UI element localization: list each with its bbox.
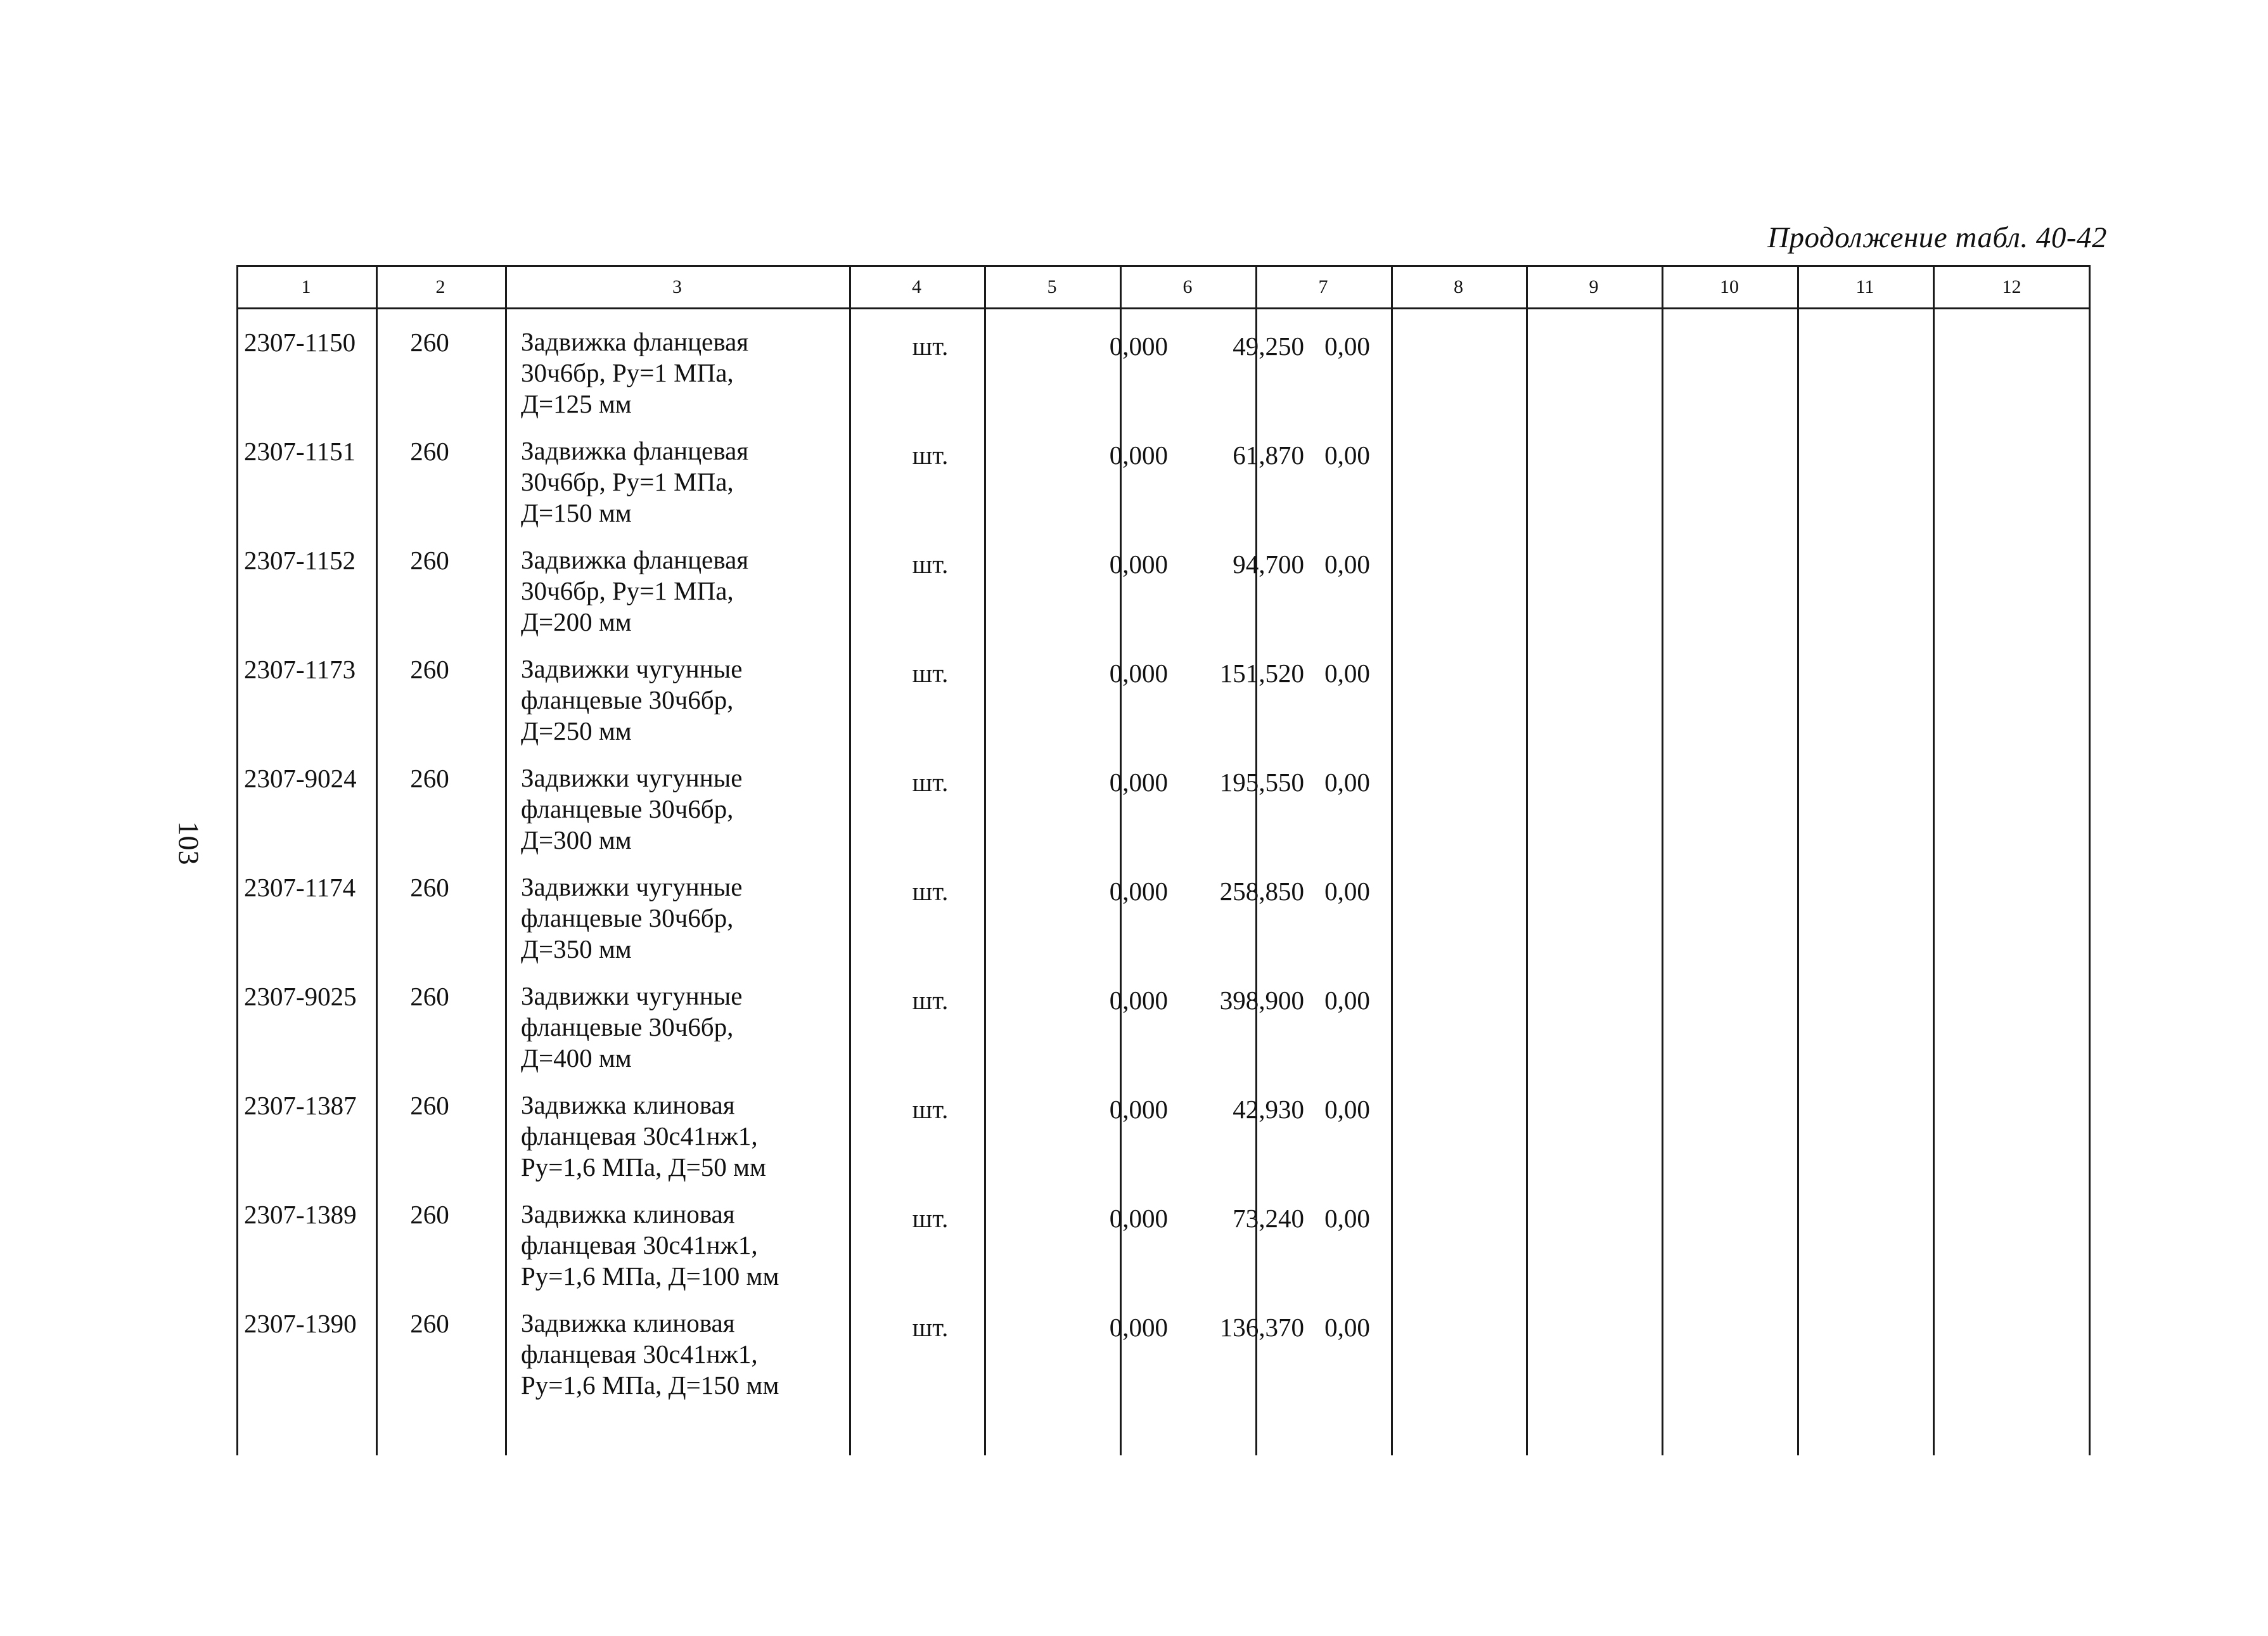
row-col7: 0,00 <box>1324 441 1370 470</box>
table-row <box>236 544 2091 654</box>
row-unit: шт. <box>912 768 949 797</box>
row-code: 2307-1174 <box>244 873 356 902</box>
row-name: Задвижка клиновая фланцевая 30с41нж1, Pу=1,6 МПа, Д=50 мм <box>521 1090 766 1182</box>
row-code: 2307-1152 <box>244 546 356 575</box>
row-unit: шт. <box>912 659 949 688</box>
row-name: Задвижка фланцевая 30ч6бр, Pу=1 МПа, Д=200 мм <box>521 545 749 636</box>
column-header-2: 2 <box>435 276 445 297</box>
row-col5: 0,000 <box>1109 332 1168 361</box>
row-col5: 0,000 <box>1109 1204 1168 1233</box>
row-unit: шт. <box>912 550 949 579</box>
column-header-12: 12 <box>2002 276 2021 297</box>
row-col2: 260 <box>410 1200 449 1229</box>
column-header-3: 3 <box>672 276 682 297</box>
row-name: Задвижки чугунные фланцевые 30ч6бр, Д=350 мм <box>521 872 743 963</box>
table-row <box>236 872 2091 981</box>
row-col2: 260 <box>410 655 449 684</box>
row-unit: шт. <box>912 1095 949 1124</box>
column-header-7: 7 <box>1318 276 1328 297</box>
row-unit: шт. <box>912 986 949 1015</box>
table-row <box>236 763 2091 872</box>
row-col2: 260 <box>410 328 449 357</box>
column-header-5: 5 <box>1047 276 1057 297</box>
row-col5: 0,000 <box>1109 1313 1168 1342</box>
row-code: 2307-9024 <box>244 764 357 793</box>
row-name: Задвижка фланцевая 30ч6бр, Pу=1 МПа, Д=125 мм <box>521 327 749 418</box>
page-number: 103 <box>172 821 205 865</box>
row-code: 2307-1150 <box>244 328 356 357</box>
row-name: Задвижки чугунные фланцевые 30ч6бр, Д=400 мм <box>521 981 743 1072</box>
table-row <box>236 981 2091 1090</box>
row-col6: 136,370 <box>1219 1313 1304 1342</box>
row-col7: 0,00 <box>1324 659 1370 688</box>
header-divider <box>236 307 2091 309</box>
row-col2: 260 <box>410 873 449 902</box>
column-header-10: 10 <box>1720 276 1739 297</box>
row-col5: 0,000 <box>1109 441 1168 470</box>
column-header-11: 11 <box>1855 276 1874 297</box>
row-col2: 260 <box>410 1091 449 1120</box>
row-col7: 0,00 <box>1324 877 1370 906</box>
table-row <box>236 1199 2091 1308</box>
row-col5: 0,000 <box>1109 550 1168 579</box>
table-row <box>236 326 2091 435</box>
row-code: 2307-9025 <box>244 982 357 1011</box>
row-col6: 49,250 <box>1233 332 1304 361</box>
column-header-1: 1 <box>301 276 311 297</box>
table-caption: Продолжение табл. 40-42 <box>1767 221 2107 254</box>
row-code: 2307-1151 <box>244 437 356 466</box>
row-unit: шт. <box>912 877 949 906</box>
row-unit: шт. <box>912 1313 949 1342</box>
row-col2: 260 <box>410 546 449 575</box>
row-col7: 0,00 <box>1324 332 1370 361</box>
row-col5: 0,000 <box>1109 768 1168 797</box>
row-col7: 0,00 <box>1324 1204 1370 1233</box>
row-col6: 73,240 <box>1233 1204 1304 1233</box>
row-unit: шт. <box>912 441 949 470</box>
row-code: 2307-1173 <box>244 655 356 684</box>
row-unit: шт. <box>912 1204 949 1233</box>
row-col2: 260 <box>410 437 449 466</box>
column-header-9: 9 <box>1589 276 1599 297</box>
row-col6: 42,930 <box>1233 1095 1304 1124</box>
row-col5: 0,000 <box>1109 986 1168 1015</box>
row-col2: 260 <box>410 1309 449 1338</box>
row-col7: 0,00 <box>1324 768 1370 797</box>
row-col6: 195,550 <box>1219 768 1304 797</box>
column-header-4: 4 <box>912 276 921 297</box>
table-row <box>236 1090 2091 1199</box>
row-col5: 0,000 <box>1109 1095 1168 1124</box>
row-name: Задвижки чугунные фланцевые 30ч6бр, Д=250 мм <box>521 654 743 745</box>
row-code: 2307-1387 <box>244 1091 357 1120</box>
row-col6: 61,870 <box>1233 441 1304 470</box>
row-col2: 260 <box>410 764 449 793</box>
row-name: Задвижки чугунные фланцевые 30ч6бр, Д=300 мм <box>521 763 743 854</box>
column-header-8: 8 <box>1454 276 1463 297</box>
row-name: Задвижка клиновая фланцевая 30с41нж1, Pу=1,6 МПа, Д=150 мм <box>521 1308 779 1400</box>
row-col6: 151,520 <box>1219 659 1304 688</box>
table-row <box>236 435 2091 544</box>
row-col7: 0,00 <box>1324 550 1370 579</box>
column-header-6: 6 <box>1182 276 1193 297</box>
row-name: Задвижка клиновая фланцевая 30с41нж1, Pу=1,6 МПа, Д=100 мм <box>521 1199 779 1291</box>
table-row <box>236 654 2091 763</box>
row-col7: 0,00 <box>1324 986 1370 1015</box>
row-code: 2307-1389 <box>244 1200 357 1229</box>
row-col5: 0,000 <box>1109 659 1168 688</box>
row-col5: 0,000 <box>1109 877 1168 906</box>
row-col7: 0,00 <box>1324 1313 1370 1342</box>
row-name: Задвижка фланцевая 30ч6бр, Pу=1 МПа, Д=150 мм <box>521 436 749 527</box>
table-row <box>236 1308 2091 1417</box>
row-col6: 258,850 <box>1219 877 1304 906</box>
row-col7: 0,00 <box>1324 1095 1370 1124</box>
row-unit: шт. <box>912 332 949 361</box>
row-col2: 260 <box>410 982 449 1011</box>
row-col6: 94,700 <box>1233 550 1304 579</box>
row-col6: 398,900 <box>1219 986 1304 1015</box>
row-code: 2307-1390 <box>244 1309 357 1338</box>
